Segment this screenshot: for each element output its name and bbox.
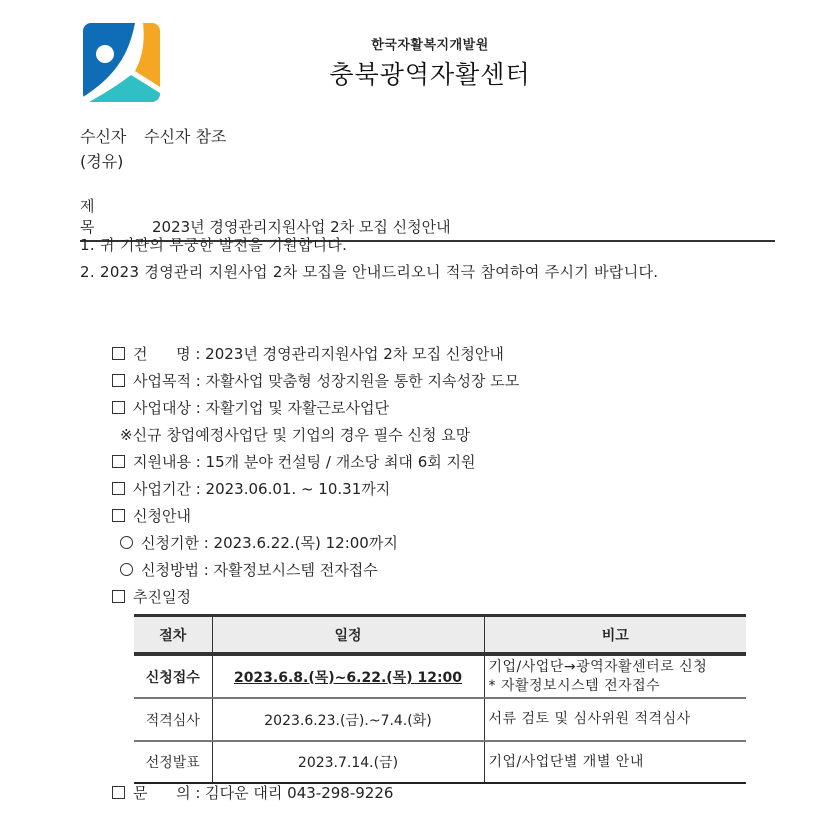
checkbox-square-icon	[112, 509, 125, 522]
checkbox-square-icon	[112, 347, 125, 360]
organization-sub-name: 한국자활복지개발원	[371, 38, 489, 53]
date-cell: 2023.6.8.(목)~6.22.(목) 12:00	[212, 654, 484, 698]
checkbox-square-icon	[112, 482, 125, 495]
step-cell: 적격심사	[134, 698, 212, 741]
note-cell: 서류 검토 및 심사위원 적격심사	[484, 698, 746, 741]
subject-label: 제 목	[80, 197, 109, 236]
checkbox-square-icon	[112, 401, 125, 414]
contact-line: 문 의 : 김다운 대리 043-298-9226	[112, 782, 393, 803]
table-row	[134, 698, 746, 741]
column-header-step: 절차	[134, 616, 212, 655]
recipient-value: 수신자 참조	[144, 127, 227, 146]
recipient-label: 수신자	[80, 127, 127, 146]
detail-subitem-method: 신청방법 : 자활정보시스템 전자접수	[120, 559, 378, 580]
recipient-line	[80, 124, 226, 147]
note-cell: 기업/사업단별 개별 안내	[484, 741, 746, 783]
body-paragraph-2: 2. 2023 경영관리 지원사업 2차 모집을 안내드리오니 적극 참여하여 주시기 바랍니다.	[80, 263, 659, 281]
via-line: (경유)	[80, 152, 124, 171]
step-cell: 신청접수	[134, 654, 212, 698]
organization-name: 충북광역자활센터	[329, 60, 531, 89]
schedule-table	[134, 614, 746, 784]
detail-item-purpose: 사업목적 : 자활사업 맞춤형 성장지원을 통한 지속성장 도모	[112, 370, 519, 391]
date-cell: 2023.6.23.(금).~7.4.(화)	[212, 698, 484, 741]
detail-subitem-deadline: 신청기한 : 2023.6.22.(목) 12:00까지	[120, 532, 398, 553]
table-header-row	[134, 616, 746, 655]
self-sufficiency-logo-icon	[83, 23, 160, 102]
note-cell: 기업/사업단→광역자활센터로 신청 * 자활정보시스템 전자접수	[484, 654, 746, 698]
table-row	[134, 741, 746, 783]
checkbox-square-icon	[112, 374, 125, 387]
circle-bullet-icon	[120, 563, 133, 576]
detail-item-period: 사업기간 : 2023.06.01. ~ 10.31까지	[112, 478, 390, 499]
checkbox-square-icon	[112, 455, 125, 468]
subject-value: 2023년 경영관리지원사업 2차 모집 신청안내	[152, 218, 451, 236]
detail-item-note: ※신규 창업예정사업단 및 기업의 경우 필수 신청 요망	[120, 426, 471, 444]
body-paragraph-1: 1. 귀 기관의 무궁한 발전을 기원합니다.	[80, 236, 348, 254]
organization-logo	[83, 23, 160, 102]
detail-item-target: 사업대상 : 자활기업 및 자활근로사업단	[112, 397, 389, 418]
date-cell: 2023.7.14.(금)	[212, 741, 484, 783]
detail-item-schedule: 추진일정	[112, 586, 191, 607]
column-header-date: 일정	[212, 616, 484, 655]
table-row	[134, 654, 746, 698]
detail-item-title: 건 명 : 2023년 경영관리지원사업 2차 모집 신청안내	[112, 343, 504, 364]
circle-bullet-icon	[120, 536, 133, 549]
detail-item-application: 신청안내	[112, 505, 191, 526]
column-header-note: 비고	[484, 616, 746, 655]
checkbox-square-icon	[112, 786, 125, 799]
detail-item-content: 지원내용 : 15개 분야 컨설팅 / 개소당 최대 6회 지원	[112, 451, 475, 472]
step-cell: 선정발표	[134, 741, 212, 783]
checkbox-square-icon	[112, 590, 125, 603]
